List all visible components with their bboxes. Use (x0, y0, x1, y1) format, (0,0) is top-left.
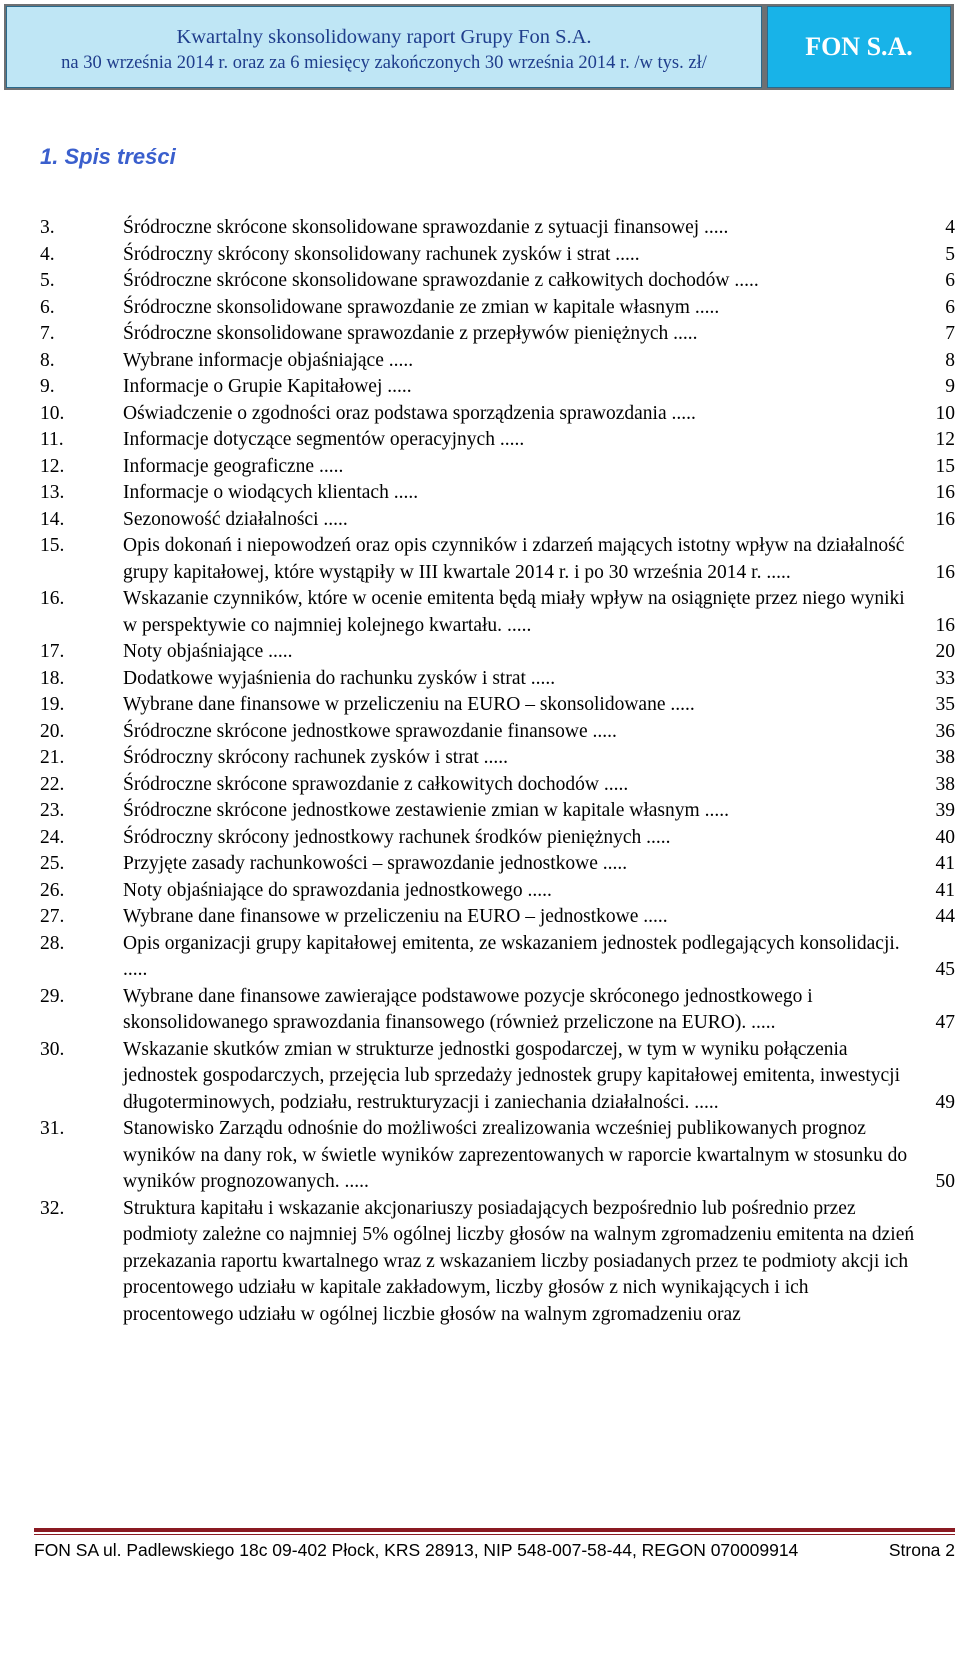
toc-entry-number: 4. (40, 243, 55, 265)
toc-leader-dots: ..... (383, 349, 414, 371)
toc-entry[interactable] (40, 401, 955, 428)
toc-entry[interactable] (40, 215, 955, 242)
toc-entry-label: Opis dokonań i niepowodzeń oraz opis czynników i zdarzeń mających istotny wpływ na działalność grupy kapitałowej, które wystąpiły w III kwartale 2014 r. i po 30 września 2014 r. (123, 535, 905, 583)
toc-entry-label: Śródroczne skrócone jednostkowe sprawozdanie finansowe (123, 720, 588, 742)
toc-entry-page: 35 (935, 694, 955, 715)
toc-entry-text (123, 374, 955, 401)
toc-entry-label: Śródroczny skrócony skonsolidowany rachunek zysków i strat (123, 243, 611, 265)
toc-entry-number: 6. (40, 296, 55, 318)
toc-entry[interactable] (40, 692, 955, 719)
toc-entry-label: Noty objaśniające (123, 641, 264, 662)
toc-entry-text (123, 295, 955, 322)
toc-entry[interactable] (40, 1116, 955, 1196)
toc-entry-page: 41 (935, 879, 955, 901)
toc-entry-text (123, 984, 955, 1037)
toc-entry-page: 6 (945, 296, 955, 318)
toc-entry[interactable] (40, 639, 955, 666)
toc-heading: 1. Spis treści (40, 144, 176, 169)
toc-entry[interactable] (40, 798, 955, 825)
toc-entry-label: Śródroczny skrócony rachunek zysków i strat (123, 747, 479, 768)
footer-address: FON SA ul. Padlewskiego 18c 09-402 Płock, KRS 28913, NIP 548-007-58-44, REGON 070009914 (34, 1540, 799, 1560)
toc-entry[interactable] (40, 480, 955, 507)
toc-entry[interactable] (40, 586, 955, 639)
toc-leader-dots: ..... (699, 217, 729, 238)
toc-entry-page: 6 (945, 270, 955, 291)
toc-entry[interactable] (40, 374, 955, 401)
toc-entry-number: 10. (40, 402, 65, 424)
toc-leader-dots: ..... (502, 614, 532, 636)
toc-entry-number: 31. (40, 1118, 65, 1139)
toc-entry-number: 8. (40, 349, 55, 371)
toc-entry-page: 12 (935, 429, 955, 450)
toc-entry-label: Śródroczne skrócone skonsolidowane sprawozdanie z sytuacji finansowej (123, 217, 700, 238)
toc-entry-label: Wskazanie czynników, które w ocenie emitenta będą miały wpływ na osiągnięte przez niego wyniki w perspektywie co najmniej kolejnego kwartału. (123, 588, 905, 636)
toc-entry-page: 16 (935, 614, 955, 636)
toc-entry-text (123, 1116, 955, 1196)
toc-leader-dots: ..... (263, 641, 293, 662)
toc-entry-text (123, 878, 955, 905)
toc-leader-dots: ..... (666, 402, 696, 424)
toc-entry-label: Dodatkowe wyjaśnienia do rachunku zysków i strat (123, 667, 526, 689)
toc-entry-label: Noty objaśniające do sprawozdania jednostkowego (123, 879, 523, 901)
toc-entry[interactable] (40, 427, 955, 454)
toc-entry-text (123, 268, 955, 295)
toc-entry[interactable] (40, 851, 955, 878)
toc-leader-dots: ..... (598, 773, 629, 795)
toc-entry-number: 5. (40, 270, 55, 291)
toc-leader-dots: ..... (668, 323, 698, 344)
toc-entry-page: 4 (945, 217, 955, 238)
toc-entry-text (123, 321, 955, 348)
toc-entry-page: 16 (935, 508, 955, 530)
toc-entry-page: 7 (945, 323, 955, 344)
toc-entry-text (123, 719, 955, 746)
toc-entry-text (123, 745, 955, 772)
toc-entry[interactable] (40, 878, 955, 905)
toc-entry[interactable] (40, 507, 955, 534)
toc-entry-label: Wybrane informacje objaśniające (123, 349, 384, 371)
toc-entry-text (123, 454, 955, 481)
toc-entry-label: Struktura kapitału i wskazanie akcjonariuszy posiadających bezpośrednio lub pośrednio przez podmioty zależne co najmniej 5% ogólnej liczby głosów na walnym zgromadzeniu emitenta na dzień przekazania raportu kwartalnego wraz z wskazaniem liczby posiadanych przez te podmioty akcji ich procentowego udziału w kapitale zakładowym, liczby głosów z nich wynikających i ich procentowego udziału w ogólnej liczbie głosów na walnym zgromadzeniu oraz (123, 1197, 915, 1325)
page-footer (34, 1540, 955, 1561)
toc-entry[interactable] (40, 1037, 955, 1117)
toc-entry-page: 10 (935, 402, 955, 424)
toc-entry-page: 8 (945, 349, 955, 371)
toc-leader-dots: ..... (522, 879, 552, 901)
toc-entry[interactable] (40, 666, 955, 693)
toc-entry-label: Przyjęte zasady rachunkowości – sprawozdanie jednostkowe (123, 853, 598, 874)
toc-entry-text (123, 242, 955, 269)
toc-entry-label: Sezonowość działalności (123, 508, 319, 530)
toc-entry-text (123, 401, 955, 428)
report-title-box (6, 6, 762, 88)
toc-entry-label: Stanowisko Zarządu odnośnie do możliwości zrealizowania wcześniej publikowanych prognoz wyników na dany rok, w świetle wyników zaprezentowanych w raporcie kwartalnym w stosunku do wyników prognozowanych. (123, 1118, 908, 1192)
toc-entry-number: 27. (40, 906, 65, 927)
toc-entry-number: 12. (40, 455, 65, 477)
toc-leader-dots: ..... (766, 561, 791, 583)
toc-entry-number: 30. (40, 1038, 65, 1060)
toc-entry-number: 32. (40, 1197, 65, 1219)
toc-entry-number: 11. (40, 429, 64, 450)
toc-leader-dots: ..... (641, 826, 671, 848)
toc-entry-label: Informacje geograficzne (123, 455, 315, 477)
toc-entry-number: 29. (40, 985, 65, 1007)
toc-entry-label: Oświadczenie o zgodności oraz podstawa sporządzenia sprawozdania (123, 402, 667, 424)
toc-entry-text (123, 480, 955, 507)
toc-entry-page: 45 (935, 959, 955, 980)
toc-entry-label: Wybrane dane finansowe zawierające podstawowe pozycje skróconego jednostkowego i skonsolidowanego sprawozdania finansowego (również przeliczone na EURO). (123, 985, 813, 1033)
toc-entry-page: 38 (935, 773, 955, 795)
toc-entry-text (123, 931, 955, 984)
toc-entry-label: Śródroczne skonsolidowane sprawozdanie ze zmian w kapitale własnym (123, 296, 690, 318)
footer-page-number: Strona 2 (888, 1540, 955, 1560)
toc-entry-text (123, 533, 955, 586)
toc-entry-number: 22. (40, 773, 65, 795)
toc-leader-dots: ..... (123, 959, 148, 980)
company-brand: FON S.A. (767, 6, 951, 88)
toc-entry-text (123, 427, 955, 454)
table-of-contents (40, 215, 955, 1328)
toc-entry-label: Wskazanie skutków zmian w strukturze jednostki gospodarczej, w tym w wyniku połączenia jednostek gospodarczych, przejęcia lub sprzedaży jednostek grupy kapitałowej emitenta, inwestycji długoterminowych, podziału, restrukturyzacji i zaniechania działalności. (123, 1038, 901, 1113)
footer-divider (34, 1528, 955, 1532)
toc-entry-number: 24. (40, 826, 65, 848)
toc-entry-number: 9. (40, 376, 55, 397)
toc-entry-page: 49 (935, 1091, 955, 1113)
toc-entry[interactable] (40, 719, 955, 746)
toc-entry-number: 21. (40, 747, 65, 768)
toc-entry-page: 50 (935, 1171, 955, 1192)
toc-entry[interactable] (40, 242, 955, 269)
toc-leader-dots: ..... (689, 296, 720, 318)
toc-entry-page: 36 (935, 720, 955, 742)
toc-entry-page: 41 (935, 853, 955, 874)
toc-entry-page: 9 (945, 376, 955, 397)
toc-entry-page: 15 (935, 455, 955, 477)
toc-entry-text (123, 586, 955, 639)
toc-entry-text (123, 798, 955, 825)
toc-leader-dots: ..... (699, 800, 729, 821)
toc-entry-number: 17. (40, 641, 65, 662)
toc-leader-dots: ..... (344, 1171, 369, 1192)
toc-entry-page: 16 (935, 561, 955, 583)
toc-entry[interactable] (40, 321, 955, 348)
toc-entry-number: 13. (40, 482, 65, 503)
toc-entry-number: 28. (40, 932, 65, 954)
toc-entry-page: 16 (935, 482, 955, 503)
toc-entry[interactable] (40, 931, 955, 984)
toc-leader-dots: ..... (478, 747, 509, 768)
toc-entry-number: 15. (40, 535, 65, 556)
toc-entry-number: 18. (40, 667, 65, 689)
toc-entry-page: 47 (935, 1012, 955, 1033)
toc-entry[interactable] (40, 745, 955, 772)
toc-entry-page: 20 (935, 641, 955, 662)
toc-entry-number: 3. (40, 217, 55, 238)
toc-leader-dots: ..... (746, 1012, 776, 1033)
toc-entry[interactable] (40, 533, 955, 586)
toc-entry-text (123, 772, 955, 799)
toc-entry-page: 39 (935, 800, 955, 821)
toc-entry-text (123, 1037, 955, 1117)
report-subtitle: na 30 września 2014 r. oraz za 6 miesięcy zakończonych 30 września 2014 r. /w tys. zł/ (61, 53, 707, 73)
toc-entry-page: 5 (945, 243, 955, 265)
toc-leader-dots: ..... (729, 270, 759, 291)
toc-leader-dots: ..... (597, 853, 628, 874)
toc-entry-page: 38 (935, 747, 955, 768)
toc-entry-text (123, 1196, 955, 1329)
toc-leader-dots: ..... (694, 1091, 719, 1113)
toc-entry-text (123, 215, 955, 242)
toc-entry-label: Wybrane dane finansowe w przeliczeniu na EURO – skonsolidowane (123, 694, 666, 715)
toc-leader-dots: ..... (314, 455, 344, 477)
toc-leader-dots: ..... (525, 667, 556, 689)
toc-entry-label: Informacje dotyczące segmentów operacyjnych (123, 429, 495, 450)
toc-entry-text (123, 507, 955, 534)
toc-entry-label: Śródroczne skrócone skonsolidowane sprawozdanie z całkowitych dochodów (123, 270, 730, 291)
toc-leader-dots: ..... (382, 376, 412, 397)
toc-entry-page: 40 (935, 826, 955, 848)
toc-entry-label: Opis organizacji grupy kapitałowej emitenta, ze wskazaniem jednostek podlegających konsolidacji. (123, 932, 900, 954)
toc-entry[interactable] (40, 1196, 955, 1329)
toc-entry[interactable] (40, 454, 955, 481)
toc-leader-dots: ..... (388, 482, 419, 503)
toc-entry-number: 7. (40, 323, 55, 344)
toc-entry-text (123, 851, 955, 878)
toc-leader-dots: ..... (638, 906, 668, 927)
toc-entry-label: Śródroczny skrócony jednostkowy rachunek środków pieniężnych (123, 826, 642, 848)
toc-entry-number: 25. (40, 853, 65, 874)
toc-entry-label: Informacje o Grupie Kapitałowej (123, 376, 383, 397)
toc-entry[interactable] (40, 904, 955, 931)
toc-entry[interactable] (40, 825, 955, 852)
toc-leader-dots: ..... (494, 429, 525, 450)
toc-entry[interactable] (40, 295, 955, 322)
toc-entry[interactable] (40, 268, 955, 295)
toc-entry[interactable] (40, 984, 955, 1037)
toc-entry-number: 14. (40, 508, 65, 530)
toc-entry[interactable] (40, 772, 955, 799)
toc-entry-text (123, 639, 955, 666)
toc-entry-label: Wybrane dane finansowe w przeliczeniu na EURO – jednostkowe (123, 906, 639, 927)
toc-entry-text (123, 348, 955, 375)
toc-entry-label: Śródroczne skrócone sprawozdanie z całkowitych dochodów (123, 773, 599, 795)
toc-entry-number: 19. (40, 694, 65, 715)
toc-entry-number: 20. (40, 720, 65, 742)
toc-leader-dots: ..... (665, 694, 695, 715)
toc-entry-text (123, 692, 955, 719)
toc-leader-dots: ..... (610, 243, 640, 265)
toc-entry-text (123, 904, 955, 931)
toc-leader-dots: ..... (318, 508, 348, 530)
toc-entry-page: 33 (935, 667, 955, 689)
toc-leader-dots: ..... (587, 720, 617, 742)
toc-entry-text (123, 666, 955, 693)
toc-entry-page: 44 (935, 906, 955, 927)
toc-entry-label: Śródroczne skrócone jednostkowe zestawienie zmian w kapitale własnym (123, 800, 700, 821)
toc-entry-number: 16. (40, 588, 65, 609)
toc-entry-label: Informacje o wiodących klientach (123, 482, 389, 503)
toc-entry-number: 23. (40, 800, 65, 821)
toc-entry[interactable] (40, 348, 955, 375)
toc-entry-label: Śródroczne skonsolidowane sprawozdanie z przepływów pieniężnych (123, 323, 669, 344)
report-title: Kwartalny skonsolidowany raport Grupy Fon S.A. (176, 26, 592, 48)
toc-entry-number: 26. (40, 879, 65, 901)
footer-divider-thin (34, 1534, 955, 1535)
toc-entry-text (123, 825, 955, 852)
